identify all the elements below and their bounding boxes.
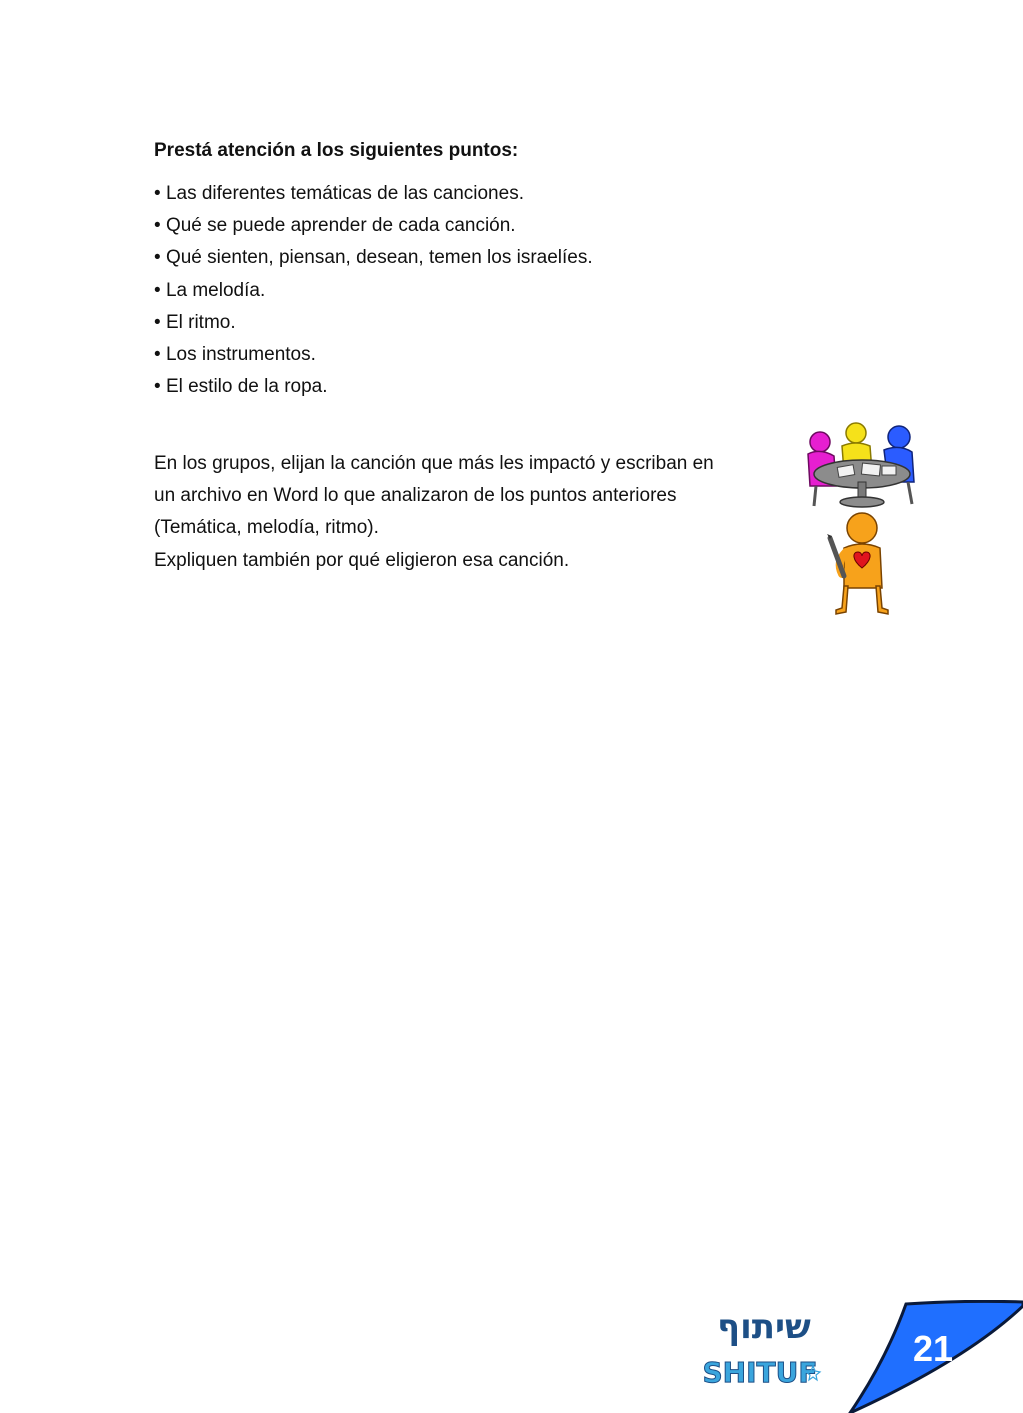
paragraph-line: un archivo en Word lo que analizaron de los puntos anteriores [154,485,677,507]
list-item: • El estilo de la ropa. [154,371,593,403]
logo-hebrew-text: שיתוף [717,1307,811,1347]
list-item: • Las diferentes temáticas de las canciones. [154,178,593,210]
paragraph-line: (Temática, melodía, ritmo). [154,517,379,539]
page-heading: Prestá atención a los siguientes puntos: [154,140,519,161]
team-meeting-illustration [804,420,920,510]
list-item: • Los instrumentos. [154,339,593,371]
person-heart-pencil-illustration [822,510,896,620]
list-item: • El ritmo. [154,307,593,339]
points-list [154,178,593,403]
list-item: • Qué se puede aprender de cada canción. [154,210,593,242]
instructions-paragraph [154,448,794,577]
shituf-logo [700,1300,825,1395]
list-item: • Qué sienten, piensan, desean, temen los israelíes. [154,242,593,274]
page-number-tab [846,1300,1023,1413]
page-number: 21 [912,1328,954,1369]
logo-latin-text: SHITUF [702,1356,818,1389]
list-item: • La melodía. [154,275,593,307]
paragraph-line: En los grupos, elijan la canción que más les impactó y escriban en [154,453,714,474]
paragraph-line: Expliquen también por qué eligieron esa canción. [154,549,570,571]
